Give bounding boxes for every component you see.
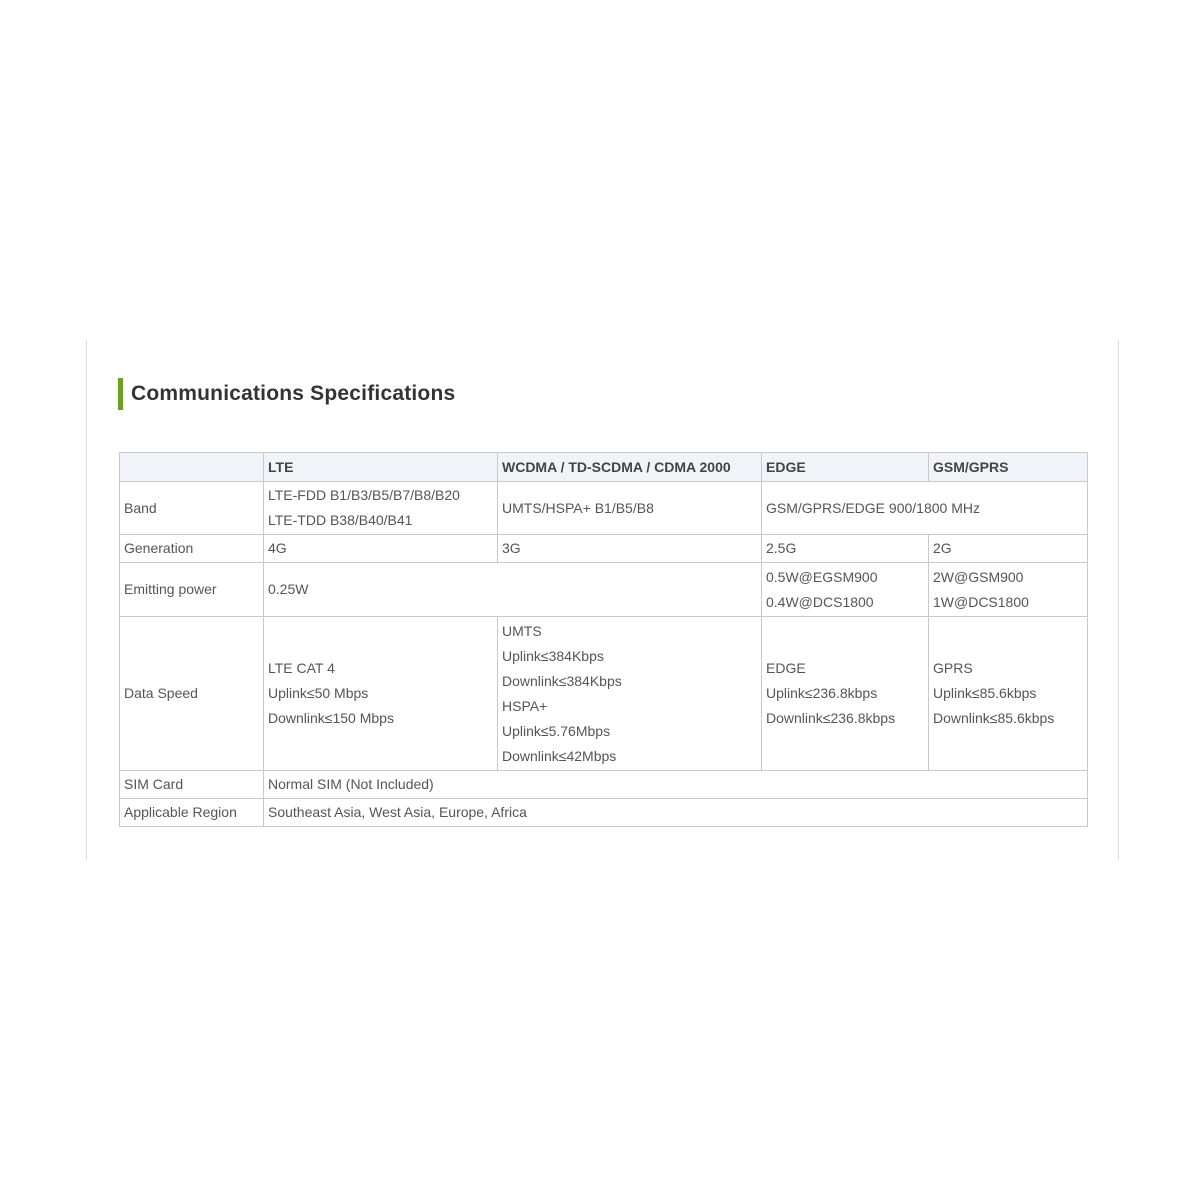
cell-power-gsm xyxy=(929,563,1088,617)
row-label-sim: SIM Card xyxy=(120,771,264,799)
cell-line: LTE-TDD B38/B40/B41 xyxy=(268,512,413,528)
cell-line: 1W@DCS1800 xyxy=(933,593,1029,610)
cell-band-lte xyxy=(264,482,498,535)
table-row-speed xyxy=(120,617,1088,771)
table-row-generation xyxy=(120,535,1088,563)
cell-line: Downlink≤236.8kbps xyxy=(766,710,896,726)
cell-speed-wcdma xyxy=(498,617,762,771)
cell-region-value: Southeast Asia, West Asia, Europe, Africa xyxy=(264,799,1088,827)
cell-speed-gsm xyxy=(929,617,1088,771)
table-header-row xyxy=(120,453,1088,482)
cell-line: 2W@GSM900 xyxy=(933,568,1024,585)
row-label-speed: Data Speed xyxy=(120,617,264,771)
cell-line: Uplink≤50 Mbps xyxy=(268,685,369,701)
cell-generation-gsm: 2G xyxy=(929,535,1088,563)
cell-power-lte-wcdma: 0.25W xyxy=(264,563,762,617)
heading-accent-bar xyxy=(118,378,123,410)
cell-line: Uplink≤384Kbps xyxy=(502,647,604,664)
cell-line: Downlink≤42Mbps xyxy=(502,747,617,764)
section-heading xyxy=(118,378,455,410)
table-row-power xyxy=(120,563,1088,617)
table-row-band xyxy=(120,482,1088,535)
cell-speed-edge xyxy=(762,617,929,771)
cell-line: Downlink≤384Kbps xyxy=(502,672,622,689)
cell-generation-edge: 2.5G xyxy=(762,535,929,563)
cell-line: EDGE xyxy=(766,660,806,676)
cell-line: HSPA+ xyxy=(502,697,548,714)
cell-line: 0.5W@EGSM900 xyxy=(766,568,878,585)
cell-line: Uplink≤236.8kbps xyxy=(766,685,878,701)
header-cell-wcdma: WCDMA / TD-SCDMA / CDMA 2000 xyxy=(498,453,762,482)
cell-line: LTE-FDD B1/B3/B5/B7/B8/B20 xyxy=(268,487,460,503)
cell-line: Downlink≤85.6kbps xyxy=(933,710,1055,726)
cell-band-wcdma: UMTS/HSPA+ B1/B5/B8 xyxy=(498,482,762,535)
row-label-band: Band xyxy=(120,482,264,535)
header-cell-empty xyxy=(120,453,264,482)
cell-band-edge-gsm: GSM/GPRS/EDGE 900/1800 MHz xyxy=(762,482,1088,535)
row-label-region: Applicable Region xyxy=(120,799,264,827)
cell-sim-value: Normal SIM (Not Included) xyxy=(264,771,1088,799)
cell-line: UMTS xyxy=(502,622,542,639)
cell-line: GPRS xyxy=(933,660,973,676)
cell-generation-wcdma: 3G xyxy=(498,535,762,563)
header-cell-edge: EDGE xyxy=(762,453,929,482)
table-row-region xyxy=(120,799,1088,827)
cell-speed-lte xyxy=(264,617,498,771)
spec-table xyxy=(119,452,1088,827)
cell-line: Downlink≤150 Mbps xyxy=(268,710,394,726)
cell-line: Uplink≤85.6kbps xyxy=(933,685,1037,701)
section-title: Communications Specifications xyxy=(131,382,456,405)
table-row-sim xyxy=(120,771,1088,799)
row-label-generation: Generation xyxy=(120,535,264,563)
header-cell-gsm: GSM/GPRS xyxy=(929,453,1088,482)
cell-line: Uplink≤5.76Mbps xyxy=(502,722,611,739)
cell-generation-lte: 4G xyxy=(264,535,498,563)
cell-line: 0.4W@DCS1800 xyxy=(766,593,874,610)
cell-line: LTE CAT 4 xyxy=(268,660,335,676)
row-label-power: Emitting power xyxy=(120,563,264,617)
header-cell-lte: LTE xyxy=(264,453,498,482)
cell-power-edge xyxy=(762,563,929,617)
